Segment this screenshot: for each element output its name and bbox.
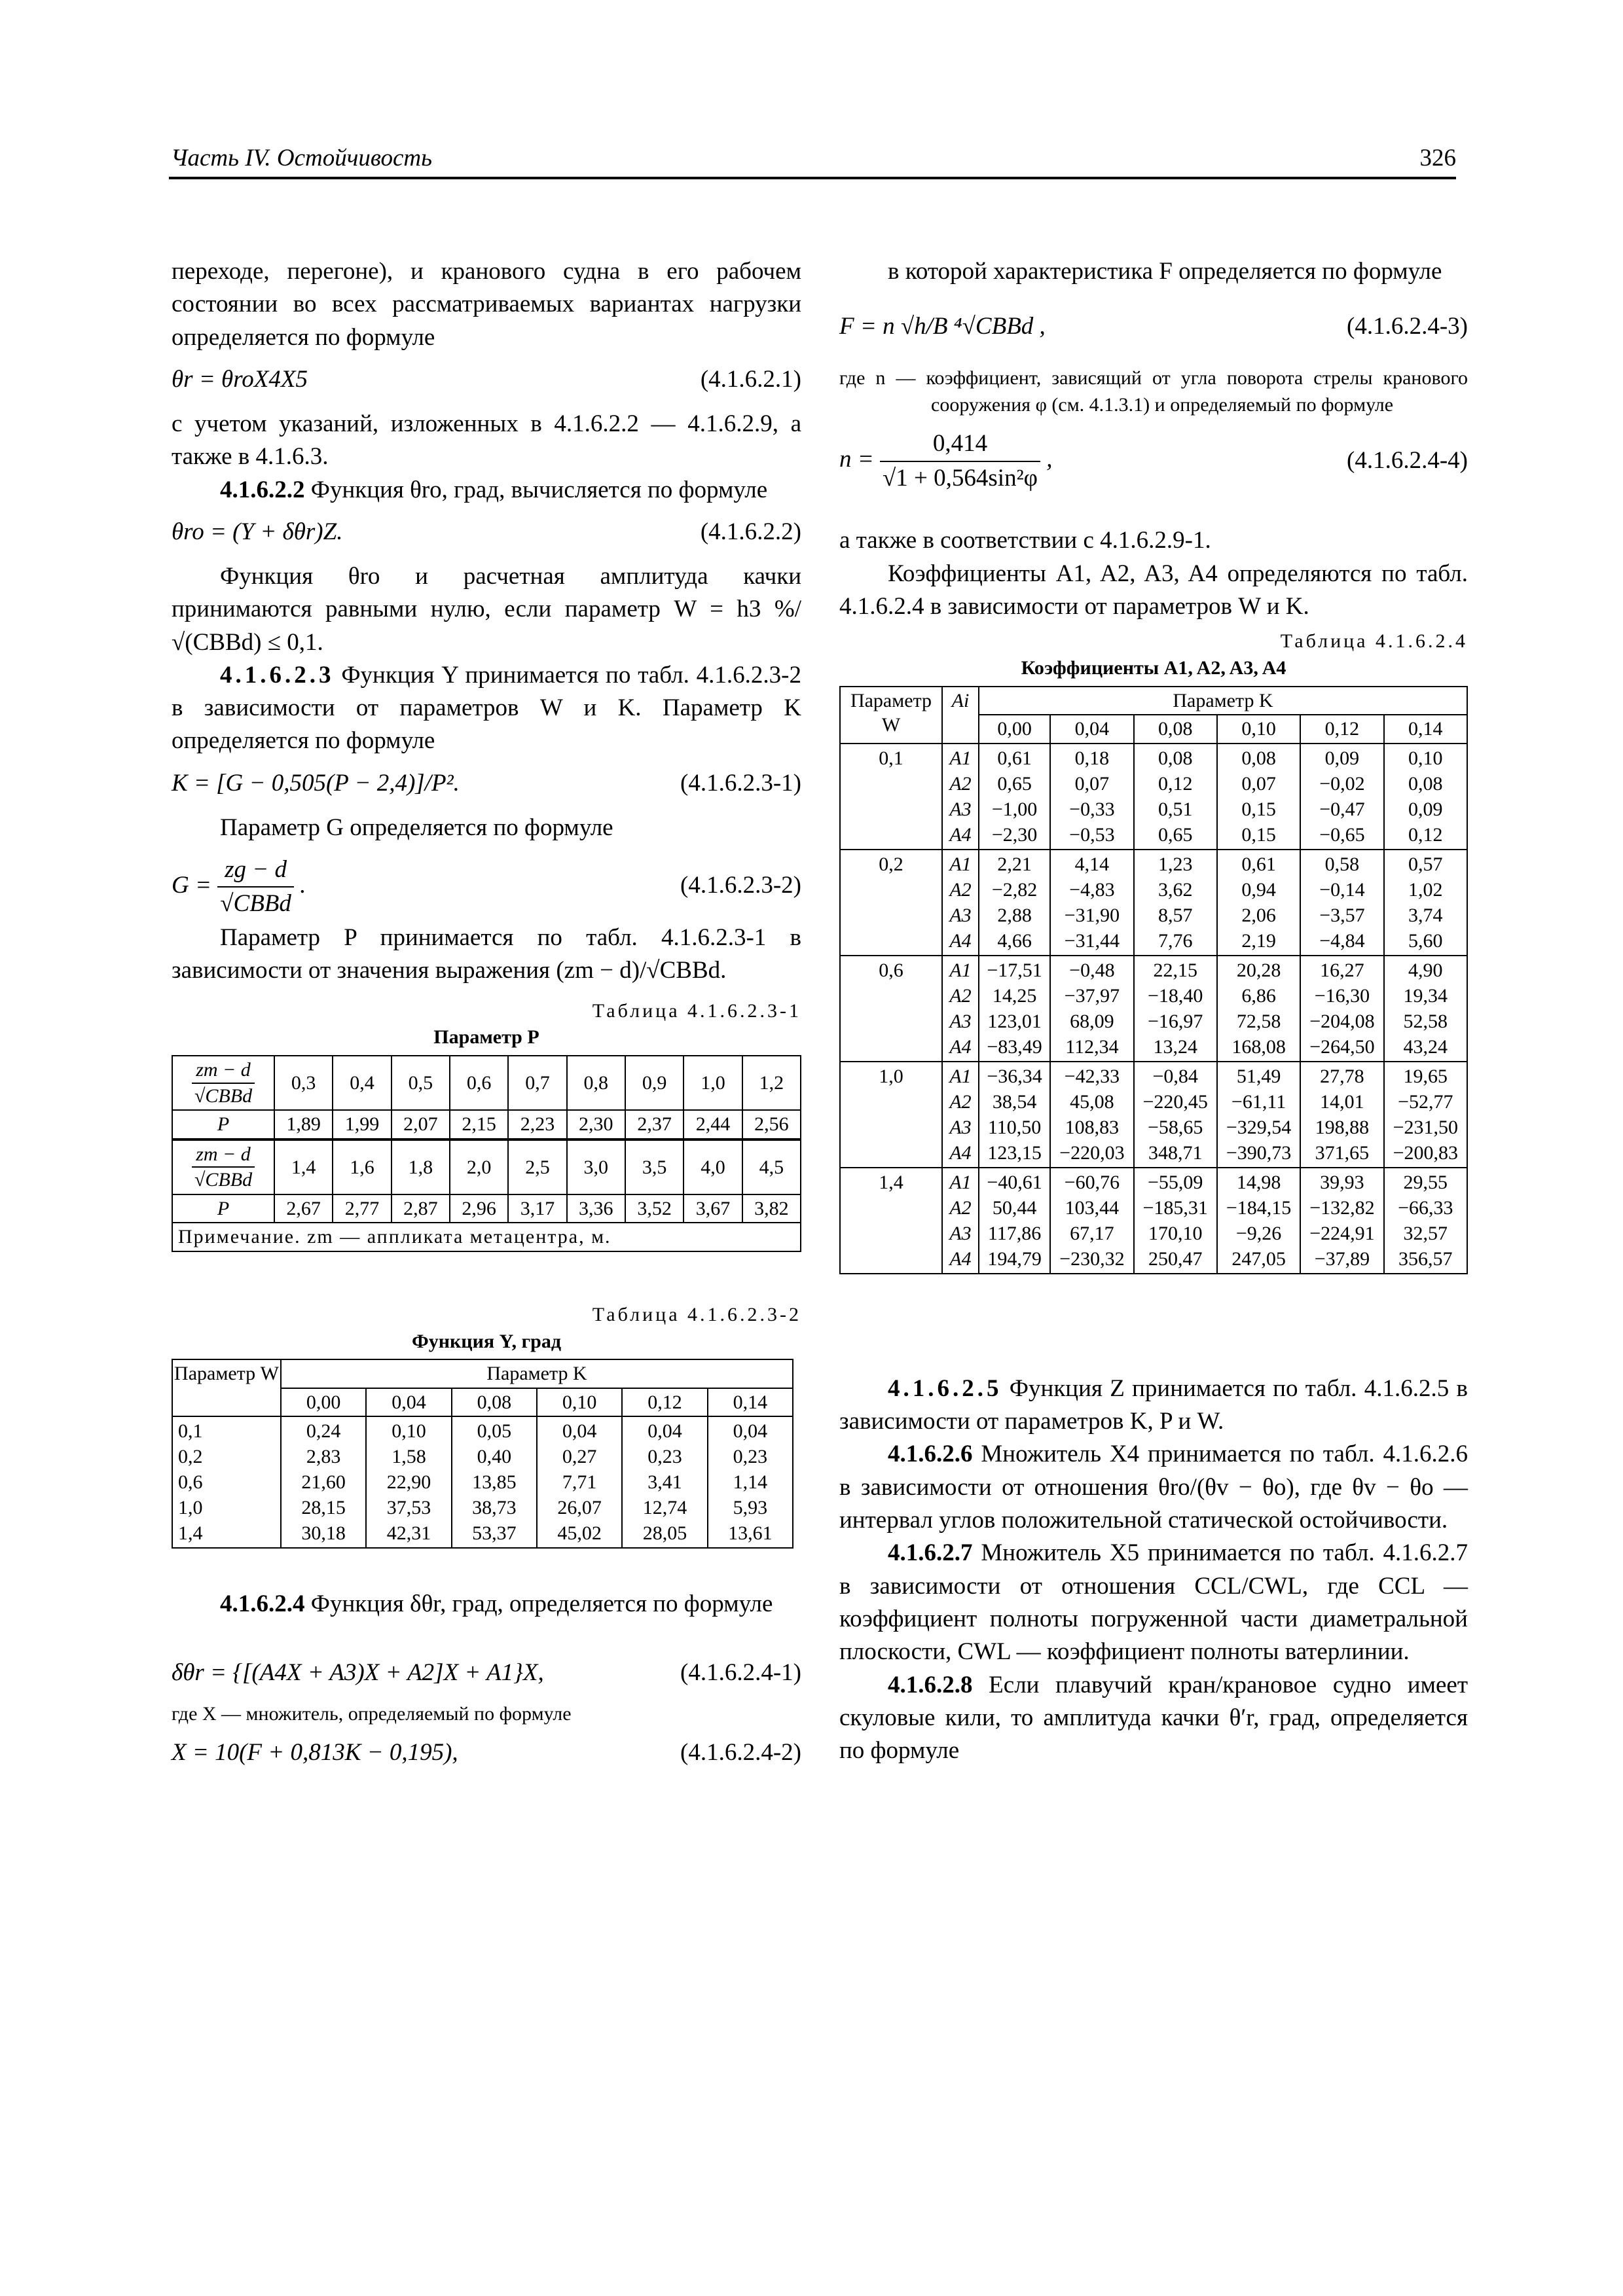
table-cell: 1,4 bbox=[840, 1168, 942, 1274]
table-cell: A1 A2 A3 A4 bbox=[942, 744, 979, 850]
table-cell: 3,67 bbox=[684, 1194, 742, 1223]
table-cell: 0,8 bbox=[567, 1056, 625, 1110]
table-cell: 2,23 bbox=[508, 1110, 566, 1139]
table-cell: 0,2 bbox=[840, 850, 942, 956]
table-cell: 0,5 bbox=[392, 1056, 450, 1110]
table-cell: 1,6 bbox=[333, 1139, 391, 1194]
table-title: Функция Y, град bbox=[411, 1330, 562, 1352]
table-cell: −0,84 −220,45 −58,65 348,71 bbox=[1134, 1062, 1217, 1168]
table-cell: 1,8 bbox=[392, 1139, 450, 1194]
table-cell: 2,67 bbox=[274, 1194, 333, 1223]
table-cell: 0,1 0,2 0,6 1,0 1,4 bbox=[172, 1416, 281, 1548]
table-cell: 0,05 0,40 13,85 38,73 53,37 bbox=[452, 1416, 537, 1548]
table-cell: 0,24 2,83 21,60 28,15 30,18 bbox=[281, 1416, 366, 1548]
paragraph: 4.1.6.2.5 Функция Z принимается по табл. 4.1.6.2.5 в зависимости от параметров K, P и W. bbox=[839, 1374, 1468, 1435]
formula-4.1.6.2.3-1: K = [G − 0,505(P − 2,4)]/P². (4.1.6.2.3-1) bbox=[172, 769, 801, 797]
table-head-cell: Параметр W bbox=[840, 687, 942, 744]
paragraph: а также в соответствии с 4.1.6.2.9-1. bbox=[839, 527, 1211, 554]
table-cell: 3,0 bbox=[567, 1139, 625, 1194]
table-cell: 0,61 0,94 2,06 2,19 bbox=[1217, 850, 1300, 956]
table-cell: 1,0 bbox=[684, 1056, 742, 1110]
table-cell: 2,77 bbox=[333, 1194, 391, 1223]
table-head-cell: 0,08 bbox=[1134, 715, 1217, 744]
table-cell: 29,55 −66,33 32,57 356,57 bbox=[1384, 1168, 1467, 1274]
table-cell: 14,98 −184,15 −9,26 247,05 bbox=[1217, 1168, 1300, 1274]
page-header-title: Часть IV. Остойчивость bbox=[171, 145, 432, 171]
table-title: Параметр P bbox=[433, 1026, 539, 1049]
table-cell: 22,15 −18,40 −16,97 13,24 bbox=[1134, 956, 1217, 1062]
formula-4.1.6.2.3-2: G = $\frac{zg - d}{\text{√CBBd}}$ . (4.1.6.2.3-2) bbox=[172, 853, 801, 912]
table-cell: 0,04 0,23 1,14 5,93 13,61 bbox=[708, 1416, 793, 1548]
table-cell: 19,65 −52,77 −231,50 −200,83 bbox=[1384, 1062, 1467, 1168]
table-cell: 1,99 bbox=[333, 1110, 391, 1139]
paragraph: 4.1.6.2.3 Функция Y принимается по табл. 4.1.6.2.3-2 в зависимости от параметров W и K. Параметр K определяется по формуле bbox=[172, 661, 801, 755]
table-cell: 0,58 −0,14 −3,57 −4,84 bbox=[1300, 850, 1383, 956]
table-row bbox=[840, 850, 1467, 956]
table-cell: 0,57 1,02 3,74 5,60 bbox=[1384, 850, 1467, 956]
table-cell: 1,89 bbox=[274, 1110, 333, 1139]
table-cell: 0,3 bbox=[274, 1056, 333, 1110]
table-head-cell: $\frac{zm - d}{\text{√CBBd}}$ bbox=[172, 1139, 274, 1194]
table-head-cell: 0,00 bbox=[281, 1388, 366, 1417]
table-cell: −36,34 38,54 110,50 123,15 bbox=[979, 1062, 1050, 1168]
table-cell: 2,30 bbox=[567, 1110, 625, 1139]
table-cell: 0,4 bbox=[333, 1056, 391, 1110]
paragraph: 4.1.6.2.7 Множитель X5 принимается по табл. 4.1.6.2.7 в зависимости от отношения CCL/CWL, где CCL — коэффициент полноты погруженной части диаметральной плоскости, CWL — коэффициент полноты ватерлинии. bbox=[839, 1539, 1468, 1666]
table-cell: 0,18 0,07 −0,33 −0,53 bbox=[1050, 744, 1133, 850]
table-head-cell: 0,04 bbox=[1050, 715, 1133, 744]
formula-4.1.6.2.2: θro = (Y + δθr)Z. (4.1.6.2.2) bbox=[172, 518, 801, 545]
left-column bbox=[172, 255, 801, 1781]
formula-4.1.6.2.4-3: F = n √h/B ⁴√CBBd , (4.1.6.2.4-3) bbox=[839, 313, 1468, 340]
table-cell: 51,49 −61,11 −329,54 −390,73 bbox=[1217, 1062, 1300, 1168]
table-cell: 3,52 bbox=[625, 1194, 684, 1223]
table-cell: 2,56 bbox=[742, 1110, 801, 1139]
table-cell: 2,15 bbox=[450, 1110, 508, 1139]
table-title: Коэффициенты A1, A2, A3, A4 bbox=[1021, 657, 1286, 679]
formula-4.1.6.2.4-4: n = $\frac{0,414}{\text{√1 + 0,564sin²φ}}$ , (4.1.6.2.4-4) bbox=[839, 427, 1468, 495]
table-cell: −17,51 14,25 123,01 −83,49 bbox=[979, 956, 1050, 1062]
table-cell: 0,6 bbox=[840, 956, 942, 1062]
paragraph: Параметр P принимается по табл. 4.1.6.2.3-1 в зависимости от значения выражения (zm − d)/√CBBd. bbox=[172, 924, 801, 984]
table-head-cell: 0,12 bbox=[622, 1388, 707, 1417]
table-cell: A1 A2 A3 A4 bbox=[942, 850, 979, 956]
paragraph: Функция θro и расчетная амплитуда качки принимаются равными нулю, если параметр W = h3 %/√(CBBd) ≤ 0,1. bbox=[172, 562, 801, 656]
table-cell: 0,08 0,07 0,15 0,15 bbox=[1217, 744, 1300, 850]
table-cell: −42,33 45,08 108,83 −220,03 bbox=[1050, 1062, 1133, 1168]
table-caption: Таблица 4.1.6.2.4 bbox=[1280, 630, 1468, 653]
table-head-cell: 0,14 bbox=[708, 1388, 793, 1417]
table-cell: 2,37 bbox=[625, 1110, 684, 1139]
table-cell: 0,61 0,65 −1,00 −2,30 bbox=[979, 744, 1050, 850]
table-cell: 16,27 −16,30 −204,08 −264,50 bbox=[1300, 956, 1383, 1062]
table-cell: 27,78 14,01 198,88 371,65 bbox=[1300, 1062, 1383, 1168]
table-cell: −0,48 −37,97 68,09 112,34 bbox=[1050, 956, 1133, 1062]
right-column bbox=[839, 255, 1468, 1768]
table-caption: Таблица 4.1.6.2.3-1 bbox=[592, 999, 801, 1022]
table-cell: 3,82 bbox=[742, 1194, 801, 1223]
paragraph: переходе, перегоне), и кранового судна в его рабочем состоянии во всех рассматриваемых вариантах нагрузки определяется по формуле bbox=[172, 258, 801, 351]
table-caption: Таблица 4.1.6.2.3-2 bbox=[592, 1303, 801, 1325]
table-note: Примечание. zm — аппликата метацентра, м. bbox=[172, 1223, 801, 1251]
table-cell: 4,0 bbox=[684, 1139, 742, 1194]
table-cell: 2,5 bbox=[508, 1139, 566, 1194]
table-cell: 3,36 bbox=[567, 1194, 625, 1223]
table-cell: 0,04 0,23 3,41 12,74 28,05 bbox=[622, 1416, 707, 1548]
table-head-cell: 0,00 bbox=[979, 715, 1050, 744]
table-cell: 0,7 bbox=[508, 1056, 566, 1110]
table-head-cell: 0,10 bbox=[537, 1388, 622, 1417]
table-cell: 39,93 −132,82 −224,91 −37,89 bbox=[1300, 1168, 1383, 1274]
table-head-cell: 0,04 bbox=[366, 1388, 451, 1417]
header-rule bbox=[169, 177, 1456, 179]
table-cell: 4,5 bbox=[742, 1139, 801, 1194]
table-cell: 2,21 −2,82 2,88 4,66 bbox=[979, 850, 1050, 956]
table-cell: 0,10 0,08 0,09 0,12 bbox=[1384, 744, 1467, 850]
table-cell: 1,4 bbox=[274, 1139, 333, 1194]
table-cell: 2,96 bbox=[450, 1194, 508, 1223]
table-row bbox=[840, 1062, 1467, 1168]
table-cell: 2,87 bbox=[392, 1194, 450, 1223]
table-head-cell: 0,10 bbox=[1217, 715, 1300, 744]
table-cell: 0,08 0,12 0,51 0,65 bbox=[1134, 744, 1217, 850]
table-cell: 20,28 6,86 72,58 168,08 bbox=[1217, 956, 1300, 1062]
table-head-cell: Параметр K bbox=[281, 1359, 793, 1388]
table-cell: −40,61 50,44 117,86 194,79 bbox=[979, 1168, 1050, 1274]
paragraph: в которой характеристика F определяется по формуле bbox=[888, 258, 1442, 285]
table-cell: 0,1 bbox=[840, 744, 942, 850]
table-cell: 0,6 bbox=[450, 1056, 508, 1110]
table-cell: −55,09 −185,31 170,10 250,47 bbox=[1134, 1168, 1217, 1274]
paragraph: Коэффициенты A1, A2, A3, A4 определяются по табл. 4.1.6.2.4 в зависимости от параметров W и K. bbox=[839, 560, 1468, 620]
table-head-cell: $\frac{zm - d}{\text{√CBBd}}$ bbox=[172, 1056, 274, 1110]
table-cell: 2,44 bbox=[684, 1110, 742, 1139]
table-function-y bbox=[172, 1359, 793, 1549]
table-head-cell: 0,14 bbox=[1384, 715, 1467, 744]
table-cell: 4,14 −4,83 −31,90 −31,44 bbox=[1050, 850, 1133, 956]
table-head-cell: Параметр W bbox=[172, 1359, 281, 1416]
paragraph: где X — множитель, определяемый по формуле bbox=[172, 1702, 572, 1725]
table-parameter-p bbox=[172, 1055, 801, 1252]
table-cell: 3,17 bbox=[508, 1194, 566, 1223]
paragraph: Параметр G определяется по формуле bbox=[220, 814, 613, 841]
table-cell: 1,0 bbox=[840, 1062, 942, 1168]
page-number: 326 bbox=[1419, 145, 1456, 171]
paragraph: 4.1.6.2.6 Множитель X4 принимается по табл. 4.1.6.2.6 в зависимости от отношения θro/(θv − θo), где θv − θo — интервал углов положительной статической остойчивости. bbox=[839, 1441, 1468, 1534]
table-cell: A1 A2 A3 A4 bbox=[942, 1168, 979, 1274]
table-cell: P bbox=[172, 1194, 274, 1223]
paragraph: с учетом указаний, изложенных в 4.1.6.2.2 — 4.1.6.2.9, а также в 4.1.6.3. bbox=[172, 410, 801, 471]
table-cell: A1 A2 A3 A4 bbox=[942, 1062, 979, 1168]
table-cell: P bbox=[172, 1110, 274, 1139]
table-cell: 1,2 bbox=[742, 1056, 801, 1110]
paragraph: 4.1.6.2.8 Если плавучий кран/крановое судно имеет скуловые кили, то амплитуда качки θ′r, град, определяется по формуле bbox=[839, 1671, 1468, 1765]
paragraph: где n — коэффициент, зависящий от угла поворота стрелы кранового сооружения φ (см. 4.1.3.1) и определяемый по формуле bbox=[839, 367, 1468, 416]
table-cell: 4,90 19,34 52,58 43,24 bbox=[1384, 956, 1467, 1062]
table-cell: 3,5 bbox=[625, 1139, 684, 1194]
table-cell: 0,09 −0,02 −0,47 −0,65 bbox=[1300, 744, 1383, 850]
table-row bbox=[840, 744, 1467, 850]
table-cell: A1 A2 A3 A4 bbox=[942, 956, 979, 1062]
paragraph: 4.1.6.2.2 Функция θro, град, вычисляется по формуле bbox=[220, 476, 768, 503]
paragraph: 4.1.6.2.4 Функция δθr, град, определяется по формуле bbox=[220, 1590, 773, 1618]
formula-4.1.6.2.4-2: X = 10(F + 0,813K − 0,195), (4.1.6.2.4-2) bbox=[172, 1739, 801, 1767]
table-cell: 0,10 1,58 22,90 37,53 42,31 bbox=[366, 1416, 451, 1548]
table-cell: 0,9 bbox=[625, 1056, 684, 1110]
table-head-cell: Параметр K bbox=[979, 687, 1467, 715]
table-cell: 2,0 bbox=[450, 1139, 508, 1194]
table-coefficients-a bbox=[839, 686, 1468, 1274]
table-cell: 0,04 0,27 7,71 26,07 45,02 bbox=[537, 1416, 622, 1548]
table-head-cell: 0,12 bbox=[1300, 715, 1383, 744]
table-head-cell: Ai bbox=[942, 687, 979, 744]
table-row bbox=[840, 956, 1467, 1062]
formula-4.1.6.2.1: θr = θroX4X5 (4.1.6.2.1) bbox=[172, 365, 801, 393]
table-cell: −60,76 103,44 67,17 −230,32 bbox=[1050, 1168, 1133, 1274]
table-cell: 1,23 3,62 8,57 7,76 bbox=[1134, 850, 1217, 956]
table-head-cell: 0,08 bbox=[452, 1388, 537, 1417]
table-row bbox=[840, 1168, 1467, 1274]
table-cell: 2,07 bbox=[392, 1110, 450, 1139]
formula-4.1.6.2.4-1: δθr = {[(A4X + A3)X + A2]X + A1}X, (4.1.6.2.4-1) bbox=[172, 1659, 801, 1686]
